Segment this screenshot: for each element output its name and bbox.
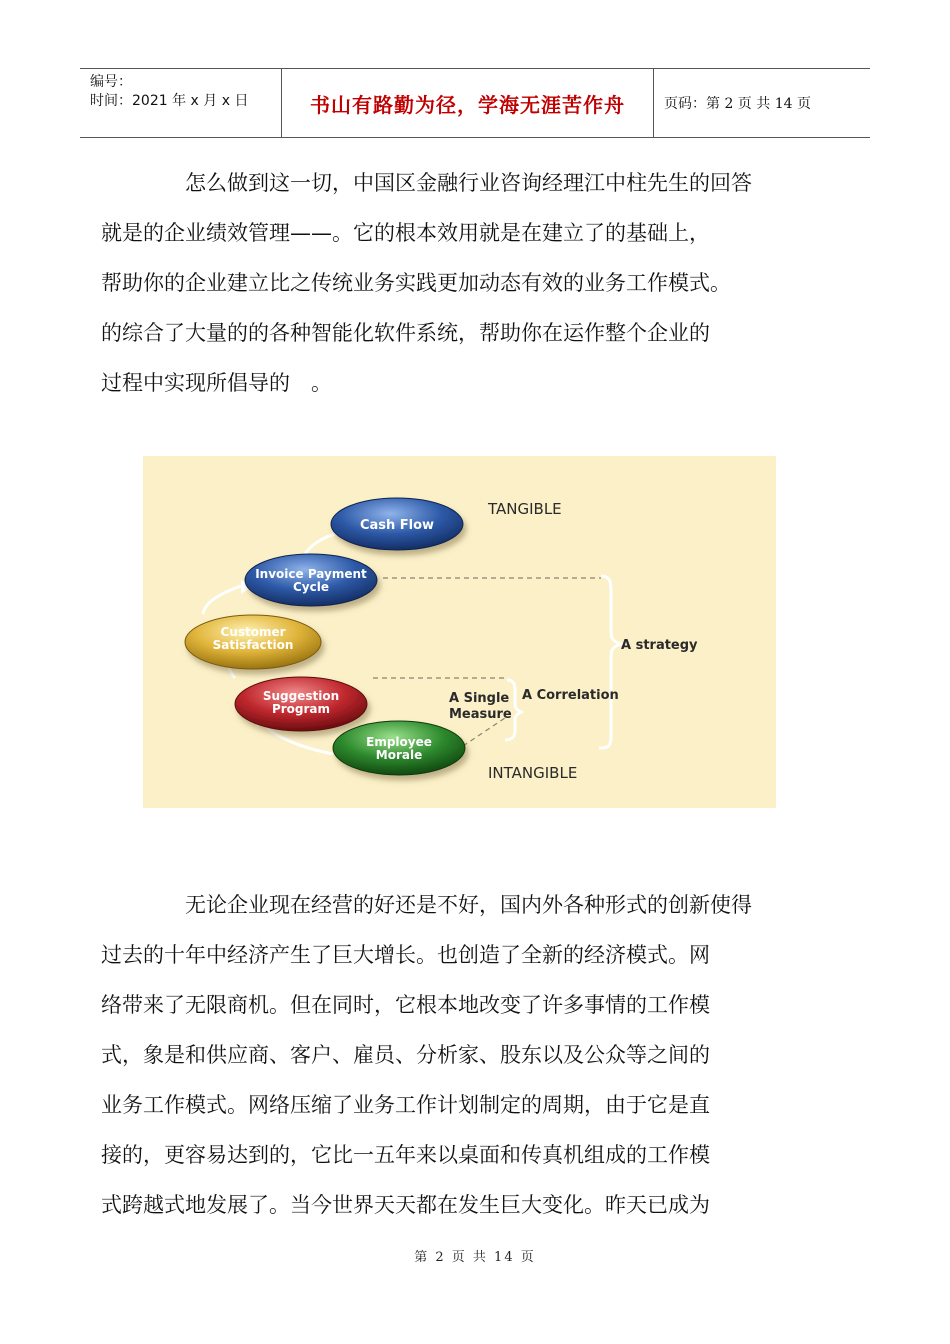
paragraph-line: 就是的企业绩效管理——。它的根本效用就是在建立了的基础上， — [101, 221, 710, 245]
header-meta — [80, 69, 282, 137]
paragraph-line: 帮助你的企业建立比之传统业务实践更加动态有效的业务工作模式。 — [101, 271, 731, 295]
performance-diagram — [143, 456, 776, 808]
header-motto: 书山有路勤为径，学海无涯苦作舟 — [310, 92, 625, 117]
strategy-label: A strategy — [621, 638, 698, 653]
paragraph-line: 式跨越式地发展了。当今世界天天都在发生巨大变化。昨天已成为 — [101, 1193, 710, 1217]
employee-label-1: Employee — [366, 735, 432, 749]
paragraph-line: 业务工作模式。网络压缩了业务工作计划制定的周期，由于它是直 — [101, 1093, 710, 1117]
paragraph-line: 的综合了大量的的各种智能化软件系统，帮助你在运作整个企业的 — [101, 321, 710, 345]
cash-flow-label: Cash Flow — [359, 518, 435, 533]
header-page-info: 页码：第 2 页 共 14 页 — [664, 96, 811, 112]
page-footer: 第 2 页 共 14 页 — [414, 1250, 536, 1265]
number-label: 编号： — [90, 74, 132, 90]
paragraph-line: 式，象是和供应商、客户、雇员、分析家、股东以及公众等之间的 — [101, 1043, 710, 1067]
tangible-label: TANGIBLE — [488, 500, 562, 518]
paragraph-line: 络带来了无限商机。但在同时，它根本地改变了许多事情的工作模 — [101, 993, 710, 1017]
suggestion-label-1: Suggestion — [262, 689, 340, 703]
customer-label-1: Customer — [220, 625, 286, 639]
braces — [505, 576, 621, 748]
single-measure-label-2: Measure — [449, 707, 512, 722]
paragraph-line: 接的，更容易达到的，它比一五年来以桌面和传真机组成的工作模 — [101, 1143, 710, 1167]
time-label: 时间：2021 年 x 月 x 日 — [90, 93, 249, 109]
invoice-label-2: Cycle — [293, 580, 329, 594]
paragraph-1 — [101, 158, 808, 408]
paragraph-line: 过去的十年中经济产生了巨大增长。也创造了全新的经济模式。网 — [101, 943, 710, 967]
customer-label-2: Satisfaction — [212, 638, 294, 652]
paragraph-line: 怎么做到这一切，中国区金融行业咨询经理江中柱先生的回答 — [185, 171, 752, 195]
arrow-customer-to-invoice — [203, 586, 241, 614]
suggestion-label-2: Program — [271, 702, 331, 716]
page-header — [80, 68, 870, 138]
strategy-brace — [599, 576, 621, 748]
single-measure-label-1: A Single — [449, 691, 510, 706]
paragraph-line: 过程中实现所倡导的 。 — [101, 371, 332, 395]
intangible-label: INTANGIBLE — [488, 764, 578, 782]
header-motto-cell — [282, 69, 654, 137]
invoice-label-1: Invoice Payment — [255, 567, 367, 581]
employee-label-2: Morale — [375, 748, 423, 762]
diagram-svg — [143, 456, 776, 808]
paragraph-2 — [101, 880, 808, 1230]
paragraph-line: 无论企业现在经营的好还是不好，国内外各种形式的创新使得 — [185, 893, 752, 917]
correlation-label: A Correlation — [522, 688, 619, 703]
